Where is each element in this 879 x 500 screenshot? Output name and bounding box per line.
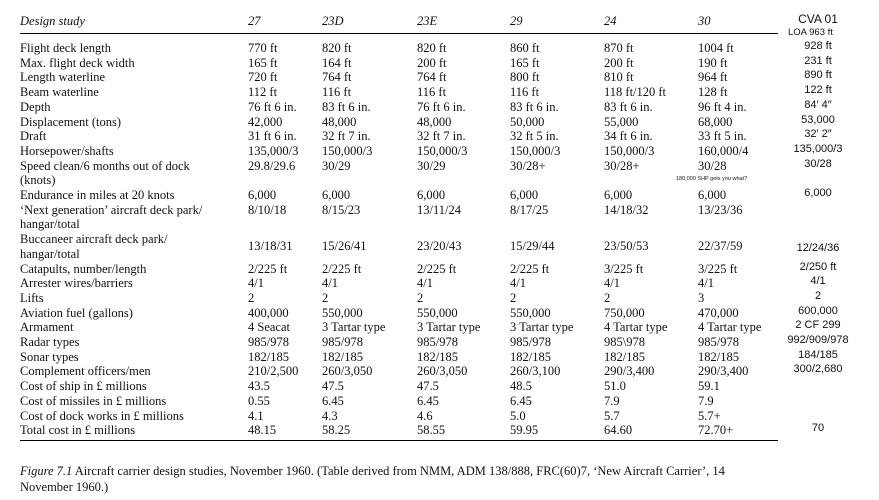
table-cell: 118 ft/120 ft (604, 85, 667, 100)
table-cell: 260/3,050 (417, 364, 468, 379)
table-cell: 985/978 (417, 335, 458, 349)
table-cell: 550,000 (322, 305, 363, 320)
table-cell: 29.8/29.6 (248, 158, 296, 173)
table-cell: 31 ft 6 in. (248, 129, 297, 144)
header-design-study: Design study (20, 14, 85, 28)
table-cell: 260/3,050 (322, 364, 373, 379)
table-cell: 32 ft 5 in. (510, 129, 559, 144)
table-cell: 116 ft (417, 85, 447, 100)
row-label: Speed clean/6 months out of dock (20, 158, 190, 173)
table-cell: 3 Tartar type (510, 320, 574, 335)
table-cell: 2 (417, 290, 424, 305)
cva-value: 84′ 4″ (804, 98, 832, 111)
row-label: Cost of dock works in £ millions (20, 408, 184, 423)
table-cell: 182/185 (322, 349, 363, 364)
table-cell: 4 Tartar type (604, 320, 668, 335)
table-cell: 182/185 (698, 349, 739, 364)
table-cell: 14/18/32 (604, 202, 649, 217)
table-cell: 33 ft 5 in. (698, 129, 747, 144)
table-cell: 190 ft (698, 55, 728, 70)
figure-caption (20, 463, 780, 495)
table-cell: 770 ft (248, 41, 278, 55)
table-cell: 4/1 (322, 276, 338, 291)
table-cell: 964 ft (698, 70, 728, 85)
table-cell: 8/17/25 (510, 202, 549, 217)
table-cell: 30/29 (417, 158, 446, 173)
table-cell: 164 ft (322, 55, 352, 70)
table-cell: 985/978 (510, 335, 551, 349)
table-cell: 6.45 (417, 393, 439, 408)
table-cell: 182/185 (417, 349, 458, 364)
table-cell: 83 ft 6 in. (322, 99, 371, 114)
cva-value: 53,000 (801, 113, 835, 126)
table-cell: 4/1 (248, 276, 264, 291)
table-cell: 76 ft 6 in. (417, 99, 466, 114)
row-label: Endurance in miles at 20 knots (20, 188, 175, 202)
table-cell: 23/50/53 (604, 239, 649, 254)
table-cell: 182/185 (510, 349, 551, 364)
cva-value: 4/1 (810, 275, 826, 288)
table-cell: 47.5 (417, 379, 439, 394)
header-col-23e: 23E (417, 14, 438, 28)
row-label: Cost of ship in £ millions (20, 379, 147, 394)
row-label-continued: hangar/total (20, 246, 80, 261)
row-label: Depth (20, 99, 51, 114)
row-label: Aviation fuel (gallons) (20, 305, 133, 320)
row-label: Arrester wires/barriers (20, 276, 133, 291)
cva-value: 30/28 (804, 157, 832, 170)
table-cell: 182/185 (604, 349, 645, 364)
table-cell: 42,000 (248, 114, 283, 129)
table-cell: 4/1 (604, 276, 620, 291)
table-cell: 160,000/4 (698, 143, 749, 158)
header-rule (20, 33, 778, 34)
table-cell: 764 ft (322, 70, 352, 85)
row-label: Sonar types (20, 349, 79, 364)
table-cell: 182/185 (248, 349, 289, 364)
table-cell: 6,000 (510, 188, 539, 202)
table-cell: 34 ft 6 in. (604, 129, 653, 144)
row-label: ‘Next generation’ aircraft deck park/ (20, 202, 203, 217)
table-cell: 23/20/43 (417, 239, 462, 254)
table-cell: 750,000 (604, 305, 645, 320)
table-cell: 13/11/24 (417, 202, 461, 217)
table-cell: 83 ft 6 in. (604, 99, 653, 114)
table-cell: 48,000 (417, 114, 452, 129)
header-col-29: 29 (510, 14, 523, 28)
table-cell: 2/225 ft (248, 261, 288, 276)
table-cell: 4.1 (248, 408, 264, 423)
table-cell: 6,000 (322, 188, 351, 202)
table-cell: 165 ft (510, 55, 540, 70)
table-cell: 3/225 ft (698, 261, 738, 276)
table-cell: 4.3 (322, 408, 338, 423)
table-cell: 32 ft 7 in. (322, 129, 371, 144)
table-cell: 116 ft (322, 85, 352, 100)
table-cell: 290/3,400 (698, 364, 749, 379)
table-cell: 55,000 (604, 114, 639, 129)
table-cell: 6,000 (604, 188, 633, 202)
row-label: Length waterline (20, 70, 106, 85)
cva-value: 12/24/36 (796, 242, 840, 255)
handwritten-note: 180,000 SHP gets you what? (676, 176, 748, 183)
table-cell: 764 ft (417, 70, 447, 85)
table-cell: 2 (604, 290, 611, 305)
table-cell: 68,000 (698, 114, 733, 129)
cva-value: 6,000 (804, 187, 832, 199)
table-cell: 15/26/41 (322, 239, 367, 254)
table-cell: 13/23/36 (698, 202, 743, 217)
table-cell: 7.9 (604, 393, 620, 408)
row-label: Horsepower/shafts (20, 143, 114, 158)
table-cell: 5.0 (510, 408, 526, 423)
cva-value: 32′ 2″ (804, 128, 832, 141)
table-cell: 96 ft 4 in. (698, 99, 747, 114)
table-cell: 6.45 (322, 393, 344, 408)
cva-value: 70 (811, 422, 825, 435)
table-cell: 51.0 (604, 379, 626, 394)
table-cell: 150,000/3 (510, 143, 561, 158)
table-cell: 1004 ft (698, 41, 734, 55)
header-col-30: 30 (698, 14, 711, 28)
cva-value: 122 ft (804, 84, 832, 97)
row-label: Flight deck length (20, 41, 111, 55)
table-cell: 260/3,100 (510, 364, 561, 379)
row-label: Max. flight deck width (20, 55, 135, 70)
table-cell: 4/1 (698, 276, 714, 291)
table-cell: 47.5 (322, 379, 344, 394)
header-col-24: 24 (604, 14, 617, 28)
cva-value: 135,000/3 (793, 142, 843, 155)
table-cell: 150,000/3 (322, 143, 373, 158)
table-cell: 720 ft (248, 70, 278, 85)
table-cell: 470,000 (698, 305, 739, 320)
table-cell: 820 ft (417, 41, 447, 55)
cva-value: 300/2,680 (793, 363, 843, 376)
table-cell: 30/28 (698, 158, 727, 173)
table-cell: 6,000 (248, 188, 277, 202)
cva-value: 992/909/978 (787, 334, 849, 346)
row-label: Total cost in £ millions (20, 423, 136, 438)
table-cell: 200 ft (604, 55, 634, 70)
table-cell: 3 (698, 290, 705, 305)
table-cell: 15/29/44 (510, 239, 555, 254)
table-cell: 72.70+ (698, 423, 734, 438)
cva-value: 600,000 (798, 304, 838, 317)
row-label: Complement officers/men (20, 364, 151, 379)
table-cell: 43.5 (248, 379, 270, 394)
cva-subtitle: LOA 963 ft (788, 27, 833, 38)
table-cell: 290/3,400 (604, 364, 655, 379)
table-cell: 0.55 (248, 393, 270, 408)
table-cell: 3 Tartar type (417, 320, 481, 335)
table-cell: 985/978 (322, 335, 363, 349)
figure-number: Figure 7.1 (20, 464, 73, 478)
cva-value: 2/250 ft (799, 260, 837, 273)
row-label: Draft (20, 129, 47, 144)
table-cell: 59.1 (698, 379, 720, 394)
table-cell: 4 Tartar type (698, 320, 762, 335)
table-cell: 3/225 ft (604, 261, 644, 276)
table-cell: 985\978 (604, 335, 645, 349)
table-cell: 30/28+ (510, 158, 546, 173)
row-label: Lifts (20, 290, 44, 305)
table-cell: 8/10/18 (248, 202, 287, 217)
table-cell: 76 ft 6 in. (248, 99, 297, 114)
table-cell: 83 ft 6 in. (510, 99, 559, 114)
table-cell: 2 (322, 290, 329, 305)
table-cell: 870 ft (604, 41, 634, 55)
cva-value: 2 (814, 289, 822, 302)
table-cell: 2 (510, 290, 517, 305)
table-cell: 2/225 ft (510, 261, 550, 276)
row-label: Buccaneer aircraft deck park/ (20, 232, 168, 247)
table-cell: 116 ft (510, 85, 540, 100)
row-label: Radar types (20, 335, 80, 349)
table-cell: 2/225 ft (322, 261, 362, 276)
table-cell: 4.6 (417, 408, 433, 423)
table-cell: 2 (248, 290, 255, 305)
table-cell: 7.9 (698, 393, 714, 408)
row-label-continued: hangar/total (20, 217, 80, 232)
table-cell: 210/2,500 (248, 364, 299, 379)
header-col-23d: 23D (322, 14, 344, 28)
table-cell: 4/1 (510, 276, 526, 291)
table-cell: 135,000/3 (248, 143, 299, 158)
table-cell: 400,000 (248, 305, 289, 320)
row-label: Armament (20, 320, 74, 335)
table-cell: 128 ft (698, 85, 728, 100)
table-cell: 165 ft (248, 55, 278, 70)
cva-value: 184/185 (798, 348, 838, 361)
header-col-27: 27 (248, 14, 261, 28)
table-cell: 8/15/23 (322, 202, 361, 217)
table-cell: 50,000 (510, 114, 545, 129)
table-cell: 3 Tartar type (322, 320, 386, 335)
table-cell: 150,000/3 (604, 143, 655, 158)
row-label: Beam waterline (20, 85, 99, 100)
table-cell: 550,000 (417, 305, 458, 320)
table-cell: 4/1 (417, 276, 433, 291)
table-cell: 13/18/31 (248, 239, 293, 254)
cva-value: 231 ft (804, 54, 832, 67)
table-cell: 6.45 (510, 393, 532, 408)
table-cell: 150,000/3 (417, 143, 468, 158)
table-cell: 4 Seacat (248, 320, 290, 335)
caption-text: Aircraft carrier design studies, November 1960. (Table derived from NMM, ADM 138/888, FRC(60)7, ‘New Aircraft Carrier’, 14 November 1960.) (20, 464, 725, 494)
table-cell: 64.60 (604, 423, 633, 438)
cva-title: CVA 01 (798, 12, 838, 26)
table-cell: 48,000 (322, 114, 357, 129)
table-cell: 112 ft (248, 85, 278, 100)
bottom-rule (20, 440, 778, 441)
table-cell: 2/225 ft (417, 261, 457, 276)
row-label: Cost of missiles in £ millions (20, 393, 167, 408)
table-cell: 985/978 (248, 335, 289, 349)
table-cell: 820 ft (322, 41, 352, 55)
cva-value: 890 ft (804, 69, 832, 82)
table-cell: 48.15 (248, 423, 277, 438)
table-cell: 6,000 (417, 188, 446, 202)
table-cell: 985/978 (698, 335, 739, 349)
row-label: Displacement (tons) (20, 114, 122, 129)
table-cell: 5.7 (604, 408, 620, 423)
table-cell: 22/37/59 (698, 239, 743, 254)
table-cell: 59.95 (510, 423, 539, 438)
cva-value: 928 ft (804, 40, 832, 52)
table-cell: 48.5 (510, 379, 532, 394)
table-cell: 30/28+ (604, 158, 640, 173)
table-cell: 860 ft (510, 41, 540, 55)
table-cell: 6,000 (698, 188, 727, 202)
table-cell: 58.55 (417, 423, 446, 438)
table-cell: 800 ft (510, 70, 540, 85)
table-cell: 550,000 (510, 305, 551, 320)
row-label-continued: (knots) (20, 173, 56, 188)
table-cell: 30/29 (322, 158, 351, 173)
table-cell: 5.7+ (698, 408, 721, 423)
table-cell: 32 ft 7 in. (417, 129, 466, 144)
table-cell: 810 ft (604, 70, 634, 85)
row-label: Catapults, number/length (20, 261, 147, 276)
cva-value: 2 CF 299 (795, 319, 841, 332)
table-cell: 58.25 (322, 423, 351, 438)
table-cell: 200 ft (417, 55, 447, 70)
